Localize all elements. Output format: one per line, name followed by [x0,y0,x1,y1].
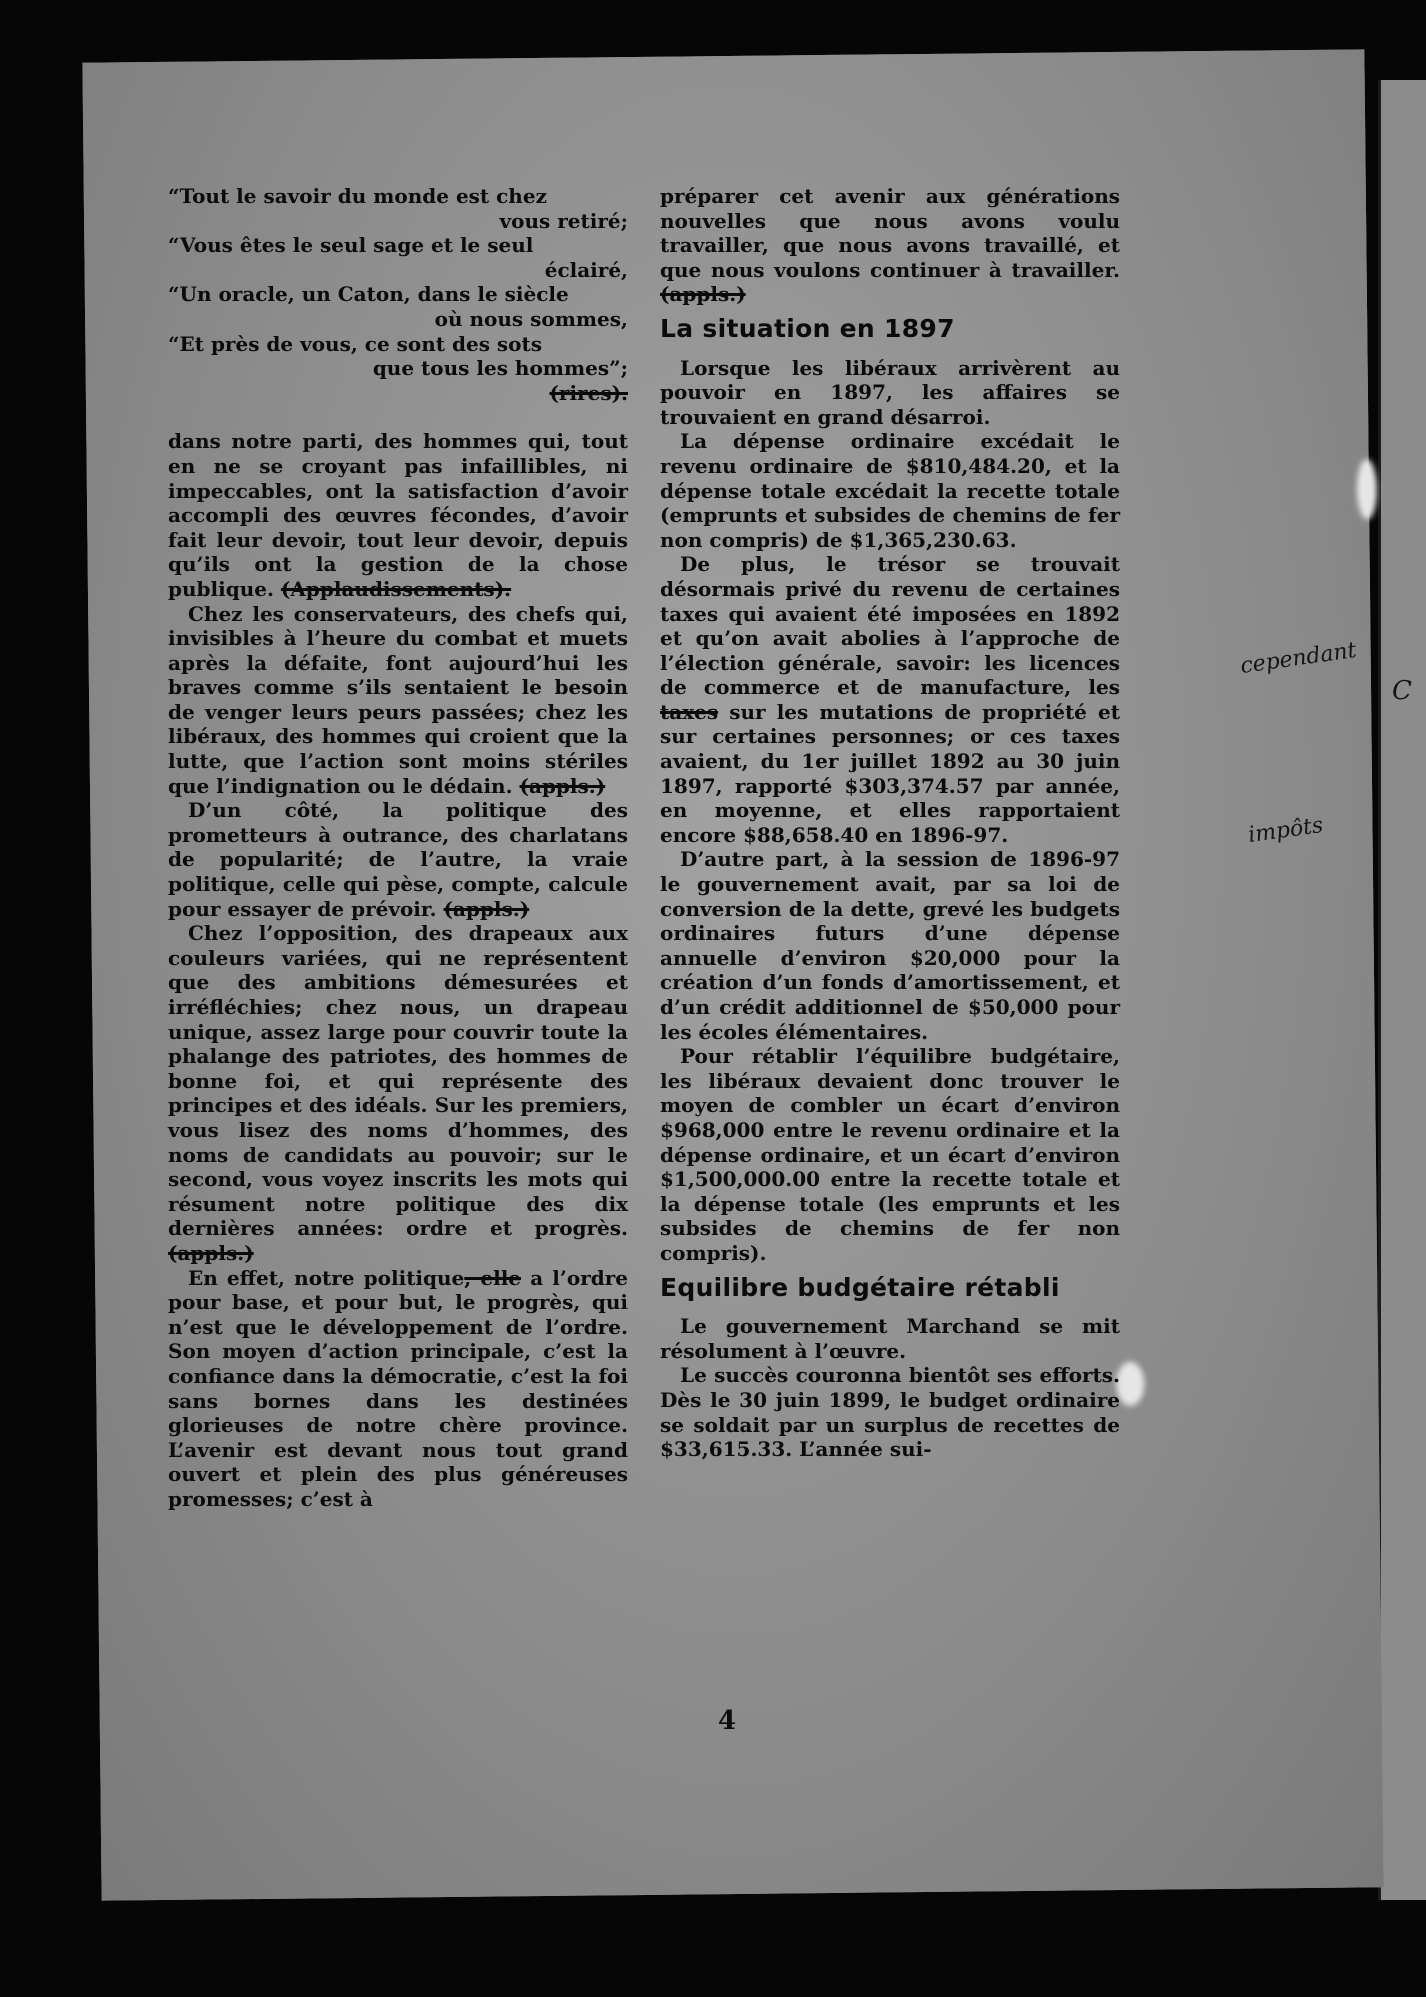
paragraph: De plus, le trésor se trouvait désormais privé du revenu de certaines taxes qui avaient été imposées en 1892 et qu’on avait abolies à l’approche de l’élection générale, savoir: les licences de commerce et de manufacture, les taxes sur les mutations de propriété et sur certaines personnes; or ces taxes avaient, du 1er juillet 1892 au 30 juin 1897, rapporté $303,374.57 par année, en moyenne, et elles rapportaient encore $88,658.40 en 1896-97. [660,552,1120,847]
verse-line: “Vous êtes le seul sage et le seul [168,233,534,258]
paragraph: Lorsque les libéraux arrivèrent au pouvoir en 1897, les affaires se trouvaient en grand désarroi. [660,355,1120,429]
verse-line: “Et près de vous, ce sont des sots [168,331,543,356]
adjacent-page-edge [1378,80,1426,1900]
paragraph: Chez les conservateurs, des chefs qui, invisibles à l’heure du combat et muets après la défaite, font aujourd’hui les braves comme s’ils sentaient le besoin de venger leurs peurs passées; chez les libéraux, des hommes qui croient que la lutte, que l’action sont moins stériles que l’indignation ou le dédain. (appls.) [168,601,628,798]
paragraph: dans notre parti, des hommes qui, tout en ne se croyant pas infaillibles, ni impeccables, ont la satisfaction d’avoir accompli des œuvres fécondes, d’avoir fait leur devoir, tout leur devoir, depuis qu’ils ont la gestion de la chose publique. (Applaudissements). [168,429,628,601]
paragraph: D’autre part, à la session de 1896-97 le gouvernement avait, par sa loi de conversion de la dette, grevé les budgets ordinaires futurs d’une dépense annuelle d’environ $20,000 pour la création d’un fonds d’amortissement, et d’un crédit additionnel de $50,000 pour les écoles élémentaires. [660,847,1120,1044]
paragraph: Le gouvernement Marchand se mit résolument à l’œuvre. [660,1314,1120,1363]
verse-line-continuation: vous retiré; [499,208,628,233]
section-heading: La situation en 1897 [660,313,955,343]
handwritten-margin-note: cependant [1238,637,1358,680]
paragraph: Pour rétablir l’équilibre budgétaire, les libéraux devaient donc trouver le moyen de combler un écart d’environ $968,000 entre le revenu ordinaire et la dépense ordinaire, et un écart d’environ $1,500,000.00 entre la recette totale et la dépense totale (les emprunts et les subsides de chemins de fer non compris). [660,1044,1120,1265]
verse-line: “Un oracle, un Caton, dans le siècle [168,282,569,307]
struck-audience-note: (appls.) [660,282,746,307]
left-column [168,184,628,1511]
handwritten-margin-note: impôts [1246,812,1325,849]
verse-line: “Tout le savoir du monde est chez [168,184,547,208]
handwritten-margin-note: C [1392,676,1412,706]
struck-word: taxes [660,699,719,724]
paragraph: En effet, notre politique, elle a l’ordre pour base, et pour but, le progrès, qui n’est que le développement de l’ordre. Son moyen d’action principale, c’est la confiance dans la démocratie, c’est la foi sans bornes dans les destinées glorieuses de notre chère province. L’avenir est devant nous tout grand ouvert et plein des plus généreuses promesses; c’est à [168,1265,628,1511]
struck-audience-note: (appls.) [168,1240,254,1265]
struck-audience-note: (rires). [549,380,628,405]
verse-line-continuation: où nous sommes, [434,306,628,331]
paragraph: D’un côté, la politique des prometteurs à outrance, des charlatans de popularité; de l’autre, la vraie politique, celle qui pèse, compte, calcule pour essayer de prévoir. (appls.) [168,798,628,921]
page-number: 4 [718,1706,737,1736]
paragraph: La dépense ordinaire excédait le revenu ordinaire de $810,484.20, et la dépense totale excédait la recette totale (emprunts et subsides de chemins de fer non compris) de $1,365,230.63. [660,429,1120,552]
paragraph: préparer cet avenir aux générations nouvelles que nous avons voulu travailler, que nous avons travaillé, et que nous voulons continuer à travailler. (appls.) [660,184,1120,307]
struck-audience-note: (appls.) [443,896,530,921]
section-heading: Equilibre budgétaire rétabli [660,1272,1060,1302]
paper-blemish [1116,1362,1144,1406]
paragraph: Chez l’opposition, des drapeaux aux couleurs variées, qui ne représentent que des ambitions démesurées et irréfléchies; chez nous, un drapeau unique, assez large pour couvrir toute la phalange des patriotes, des hommes de bonne foi, et qui représente des principes et des idéals. Sur les premiers, vous lisez des noms d’hommes, des noms de candidats au pouvoir; sur le second, vous voyez inscrits les mots qui résument notre politique des dix dernières années: ordre et progrès. (appls.) [168,921,628,1265]
struck-word: , elle [464,1265,522,1290]
paper-blemish [1357,459,1378,519]
quoted-verse [168,184,628,405]
verse-line-continuation: éclairé, [544,257,628,282]
verse-line-continuation: que tous les hommes”; [372,356,628,381]
struck-audience-note: (appls.) [519,773,606,798]
struck-audience-note: (Applaudissements). [280,576,512,601]
paragraph: Le succès couronna bientôt ses efforts. Dès le 30 juin 1899, le budget ordinaire se soldait par un surplus de recettes de $33,615.33. L’année sui- [660,1363,1120,1462]
right-column [660,184,1120,1462]
